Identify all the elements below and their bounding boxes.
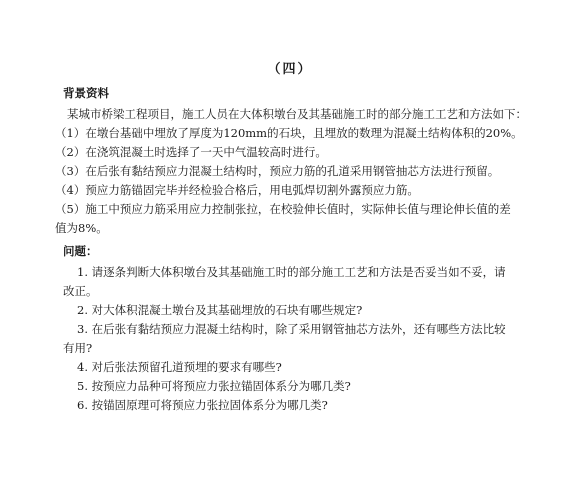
question-4: 4. 对后张法预留孔道预埋的要求有哪些? — [77, 360, 282, 374]
background-heading: 背景资料 — [63, 86, 109, 100]
intro-text: 某城市桥梁工程项目，施工人员在大体积墩台及其基础施工时的部分施工工艺和方法如下： — [67, 107, 527, 121]
questions-heading: 问题： — [63, 244, 98, 258]
item-2: （2）在浇筑混凝土时选择了一天中气温较高时进行。 — [55, 145, 327, 159]
document-body — [55, 80, 555, 415]
question-5: 5. 按预应力品种可将预应力张拉锚固体系分为哪几类? — [77, 379, 351, 393]
question-6: 6. 按锚固原理可将预应力张拉固体系分为哪几类? — [77, 398, 328, 412]
item-3: （3）在后张有黏结预应力混凝土结构时，预应力筋的孔道采用钢管抽芯方法进行预留。 — [55, 164, 500, 178]
item-4: （4）预应力筋锚固完毕并经检验合格后，用电弧焊切割外露预应力筋。 — [55, 183, 419, 197]
question-1-cont: 改正。 — [63, 284, 98, 298]
item-5-cont: 值为8%。 — [55, 221, 108, 235]
question-1: 1. 请逐条判断大体积墩台及其基础施工时的部分施工工艺和方法是否妥当如不妥，请 — [77, 265, 506, 279]
question-3: 3. 在后张有黏结预应力混凝土结构时，除了采用钢管抽芯方法外，还有哪些方法比较 — [77, 322, 506, 336]
item-5: （5）施工中预应力筋采用应力控制张拉，在校验伸长值时，实际伸长值与理论伸长值的差 — [55, 202, 511, 216]
question-2: 2. 对大体积混凝土墩台及其基础埋放的石块有哪些规定? — [77, 303, 363, 317]
section-title: （四） — [267, 62, 313, 77]
question-3-cont: 有用? — [63, 341, 93, 355]
item-1: （1）在墩台基础中埋放了厚度为120mm的石块，且埋放的数理为混凝土结构体积的20%。 — [55, 126, 523, 140]
